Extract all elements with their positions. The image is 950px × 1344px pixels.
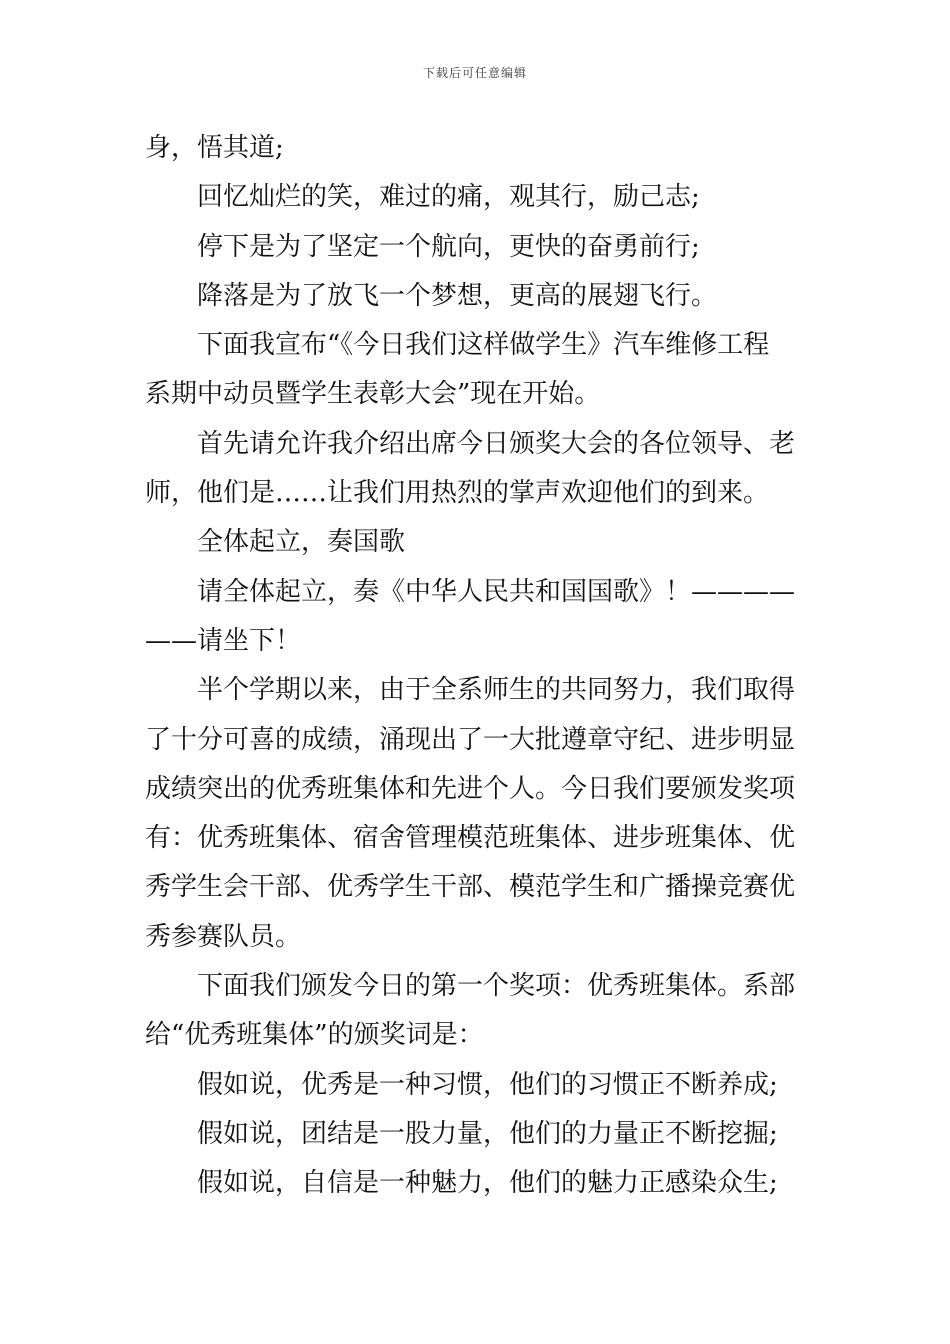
text-line: 给“优秀班集体”的颁奖词是： <box>145 1020 484 1051</box>
header-note: 下载后可任意编辑 <box>422 66 527 80</box>
text-line: 半个学期以来，由于全系师生的共同努力，我们取得 <box>197 675 796 706</box>
text-line: 请全体起立，奏《中华人民共和国国歌》！———— <box>197 576 796 607</box>
text-line: 了十分可喜的成绩，涌现出了一大批遵章守纪、进步明显 <box>145 724 796 755</box>
text-line: 身，悟其道; <box>145 133 284 163</box>
text-line: 假如说，团结是一股力量，他们的力量正不断挖掘; <box>197 1118 778 1149</box>
text-line: 成绩突出的优秀班集体和先进个人。今日我们要颁发奖项 <box>145 773 796 804</box>
text-line: 下面我宣布“《今日我们这样做学生》汽车维修工程 <box>197 330 770 361</box>
text-line: 停下是为了坚定一个航向，更快的奋勇前行; <box>197 231 700 262</box>
text-line: 全体起立，奏国歌 <box>197 527 406 558</box>
text-line: 下面我们颁发今日的第一个奖项：优秀班集体。系部 <box>197 971 796 1002</box>
text-line: 系期中动员暨学生表彰大会”现在开始。 <box>145 379 601 410</box>
text-line: 假如说，优秀是一种习惯，他们的习惯正不断养成; <box>197 1069 778 1100</box>
text-line: 首先请允许我介绍出席今日颁奖大会的各位领导、老 <box>197 428 796 459</box>
text-line: ——请坐下！ <box>145 625 302 656</box>
text-line: 师，他们是……让我们用热烈的掌声欢迎他们的到来。 <box>145 478 770 509</box>
text-line: 秀参赛队员。 <box>145 921 302 952</box>
text-line: 降落是为了放飞一个梦想，更高的展翅飞行。 <box>197 280 718 311</box>
text-line: 回忆灿烂的笑，难过的痛，观其行，励己志; <box>197 182 700 213</box>
text-line: 有：优秀班集体、宿舍管理模范班集体、进步班集体、优 <box>145 823 796 854</box>
text-line: 秀学生会干部、优秀学生干部、模范学生和广播操竞赛优 <box>145 872 796 903</box>
text-line: 假如说，自信是一种魅力，他们的魅力正感染众生; <box>197 1168 778 1199</box>
body-text <box>145 124 807 1209</box>
